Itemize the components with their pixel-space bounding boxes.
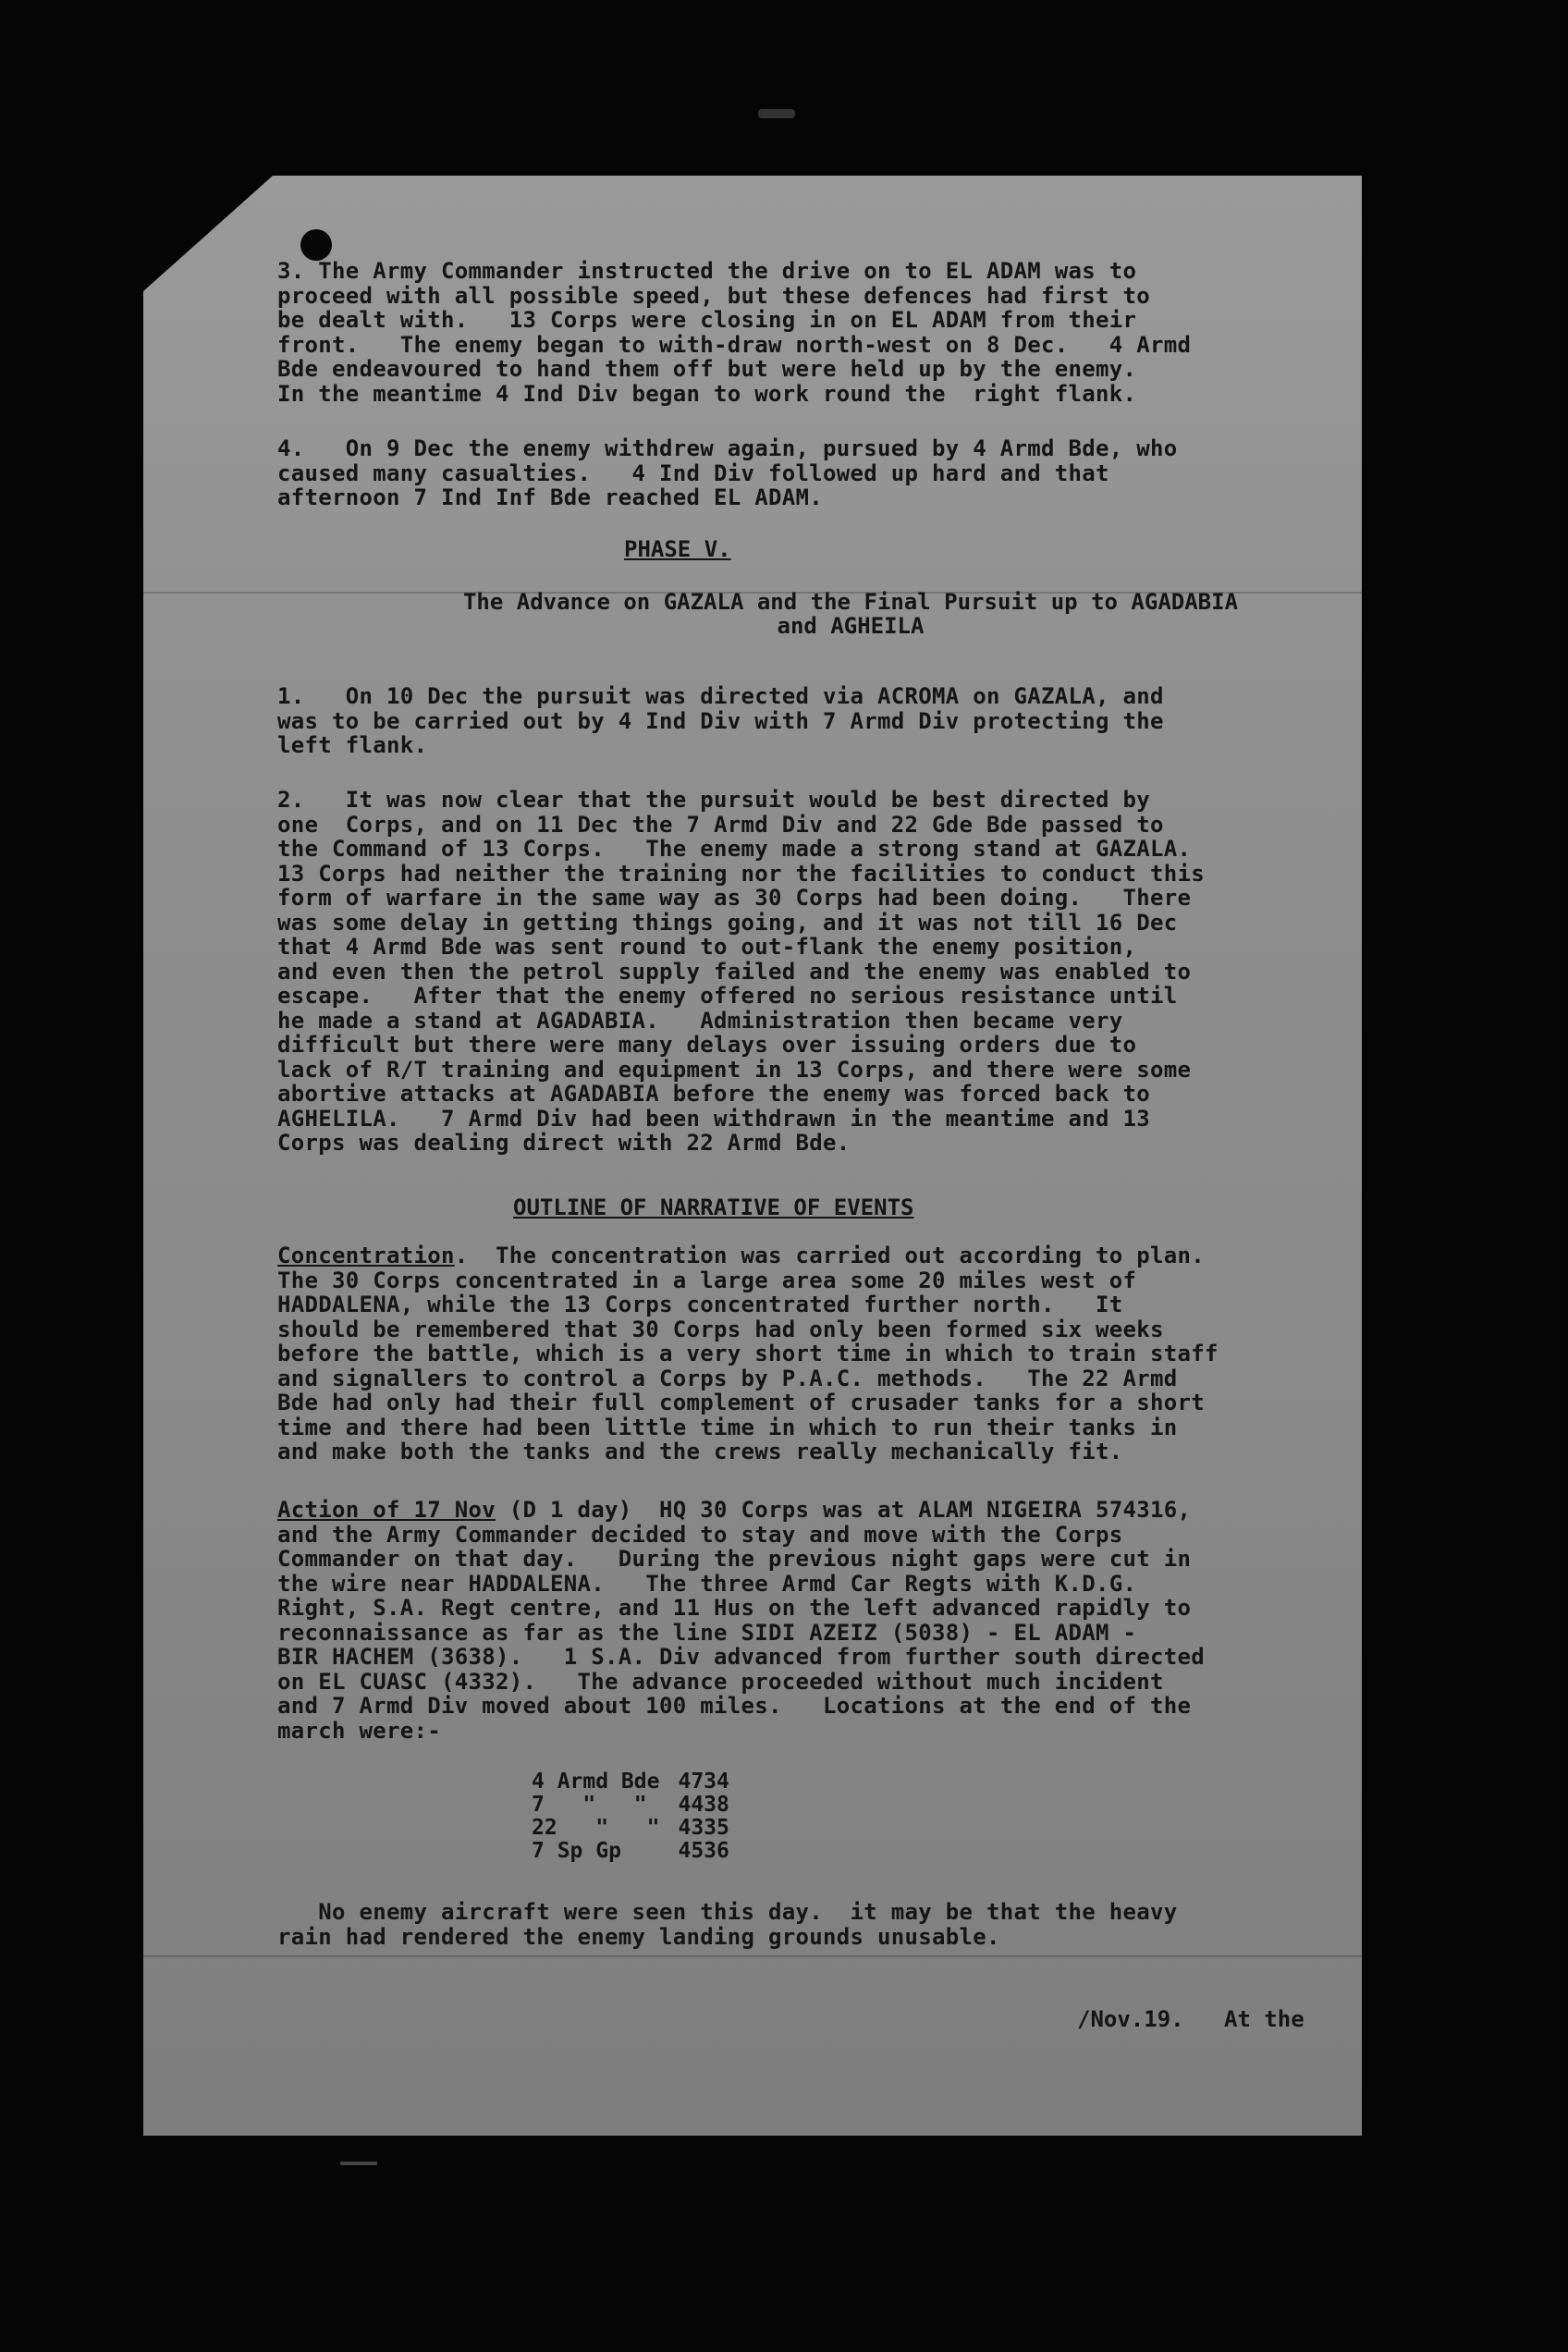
location-row — [532, 1794, 748, 1817]
location-ref: 4536 — [678, 1839, 729, 1863]
phase-subtitle: The Advance on GAZALA and the Final Pursuit up to AGADABIA and AGHEILA — [462, 589, 1239, 639]
action-text: (D 1 day) HQ 30 Corps was at ALAM NIGEIRA 574316, and the Army Commander decided to stay and move with the Corps Commander on that day. During the previous night gaps were cut in the wire near HADDALENA. The three Armd Car Regts with K.D.G. Right, S.A. Regt centre, and 11 Hus on the left advanced rapidly to reconnaissance as far as the line SIDI AZEIZ (5038) - EL ADAM - BIR HACHEM (3638). 1 S.A. Div advanced from further south directed on EL CUASC (4332). The advance proceeded without much incident and 7 Armd Div moved about 100 miles. Locations at the end of the march were:- — [277, 1497, 1205, 1744]
film-mark — [340, 2162, 377, 2165]
action-label: Action of 17 Nov — [277, 1497, 496, 1523]
location-ref: 4438 — [678, 1793, 729, 1817]
closing-paragraph: No enemy aircraft were seen this day. it may be that the heavy rain had rendered the enemy landing grounds unusable. — [277, 1899, 1178, 1950]
concentration-text: . The concentration was carried out according to plan. The 30 Corps concentrated in a large area some 20 miles west of HADDALENA, while the 13 Corps concentrated further north. It should be remembered that 30 Corps had only been formed six weeks before the battle, which is a very short time in which to train staff and signallers to control a Corps by P.A.C. methods. The 22 Armd Bde had only had their full complement of crusader tanks for a short time and there had been little time in which to run their tanks in and make both the tanks and the crews really mechanically fit. — [277, 1243, 1219, 1464]
action-paragraph — [277, 1498, 1313, 1743]
paragraph-3: 3. The Army Commander instructed the drive on to EL ADAM was to proceed with all possible speed, but these defences had first to be dealt with. 13 Corps were closing in on EL ADAM from their front. The enemy began to with-draw north-west on 8 Dec. 4 Armd Bde endeavoured to hand them off but were held up by the enemy. In the meantime 4 Ind Div began to work round the right flank. — [277, 258, 1192, 407]
location-unit: 22 " " — [532, 1816, 660, 1840]
location-row — [532, 1770, 748, 1794]
phase-paragraph-2: 2. It was now clear that the pursuit would be best directed by one Corps, and on 11 Dec the 7 Armd Div and 22 Gde Bde passed to the Command of 13 Corps. The enemy made a strong stand at GAZALA. 13 Corps had neither the training nor the facilities to conduct this form of warfare in the same way as 30 Corps had been doing. There was some delay in getting things going, and it was not till 16 Dec that 4 Armd Bde was sent round to out-flank the enemy position, and even then the petrol supply failed and the enemy was enabled to escape. After that the enemy offered no serious resistance until he made a stand at AGADABIA. Administration then became very difficult but there were many delays over issuing orders due to lack of R/T training and equipment in 13 Corps, and there were some abortive attacks at AGADABIA before the enemy was forced back to AGHELILA. 7 Armd Div had been withdrawn in the meantime and 13 Corps was dealing direct with 22 Armd Bde. — [277, 787, 1205, 1156]
location-ref: 4335 — [678, 1816, 729, 1840]
continuation-footer: /Nov.19. At the — [1077, 2006, 1305, 2032]
outline-heading: OUTLINE OF NARRATIVE OF EVENTS — [513, 1194, 914, 1220]
locations-table — [532, 1770, 748, 1863]
paragraph-4: 4. On 9 Dec the enemy withdrew again, pursued by 4 Armd Bde, who caused many casualties. 4 Ind Div followed up hard and that afternoon 7 Ind Inf Bde reached EL ADAM. — [277, 435, 1178, 510]
location-unit: 4 Armd Bde — [532, 1770, 660, 1794]
location-row — [532, 1817, 748, 1840]
concentration-paragraph — [277, 1243, 1313, 1464]
location-ref: 4734 — [678, 1770, 729, 1794]
location-row — [532, 1840, 748, 1863]
punch-hole — [300, 229, 332, 261]
phase-heading: PHASE V. — [624, 536, 731, 562]
phase-paragraph-1: 1. On 10 Dec the pursuit was directed via ACROMA on GAZALA, and was to be carried out by 4 Ind Div with 7 Armd Div protecting the left flank. — [277, 683, 1164, 758]
concentration-label: Concentration — [277, 1243, 455, 1268]
location-unit: 7 Sp Gp — [532, 1839, 621, 1863]
page-fold-line — [143, 1955, 1362, 1957]
film-speck — [758, 109, 795, 118]
location-unit: 7 " " — [532, 1793, 647, 1817]
